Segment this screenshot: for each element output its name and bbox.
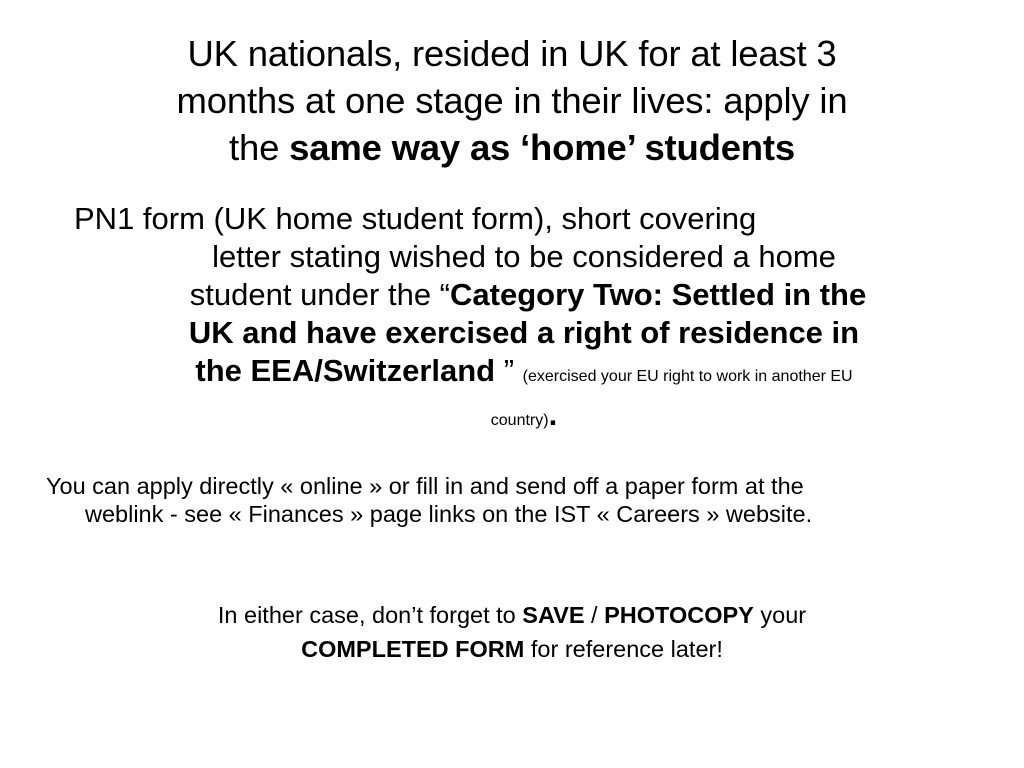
para2-line-1: You can apply directly « online » or fill in and send off a paper form at the <box>46 473 804 499</box>
paragraph-reminder <box>60 598 964 666</box>
slide-title <box>60 30 964 171</box>
title-line-1: UK nationals, resided in UK for at least 3 <box>187 33 837 74</box>
paragraph-pn1-form <box>74 200 974 440</box>
para3-your: your <box>753 602 807 628</box>
para1-line-3-prefix: student under the “ <box>189 277 450 312</box>
para1-line-4-bold: UK and have exercised a right of residence in <box>188 315 860 350</box>
para2-line-2: weblink - see « Finances » page links on the IST « Careers » website. <box>85 501 813 527</box>
title-line-2: months at one stage in their lives: apply in <box>176 80 848 121</box>
para1-line-5-bold: the EEA/Switzerland <box>195 353 504 388</box>
title-line-3-prefix: the <box>229 127 290 168</box>
para1-line-3-bold: Category Two: Settled in the <box>450 277 867 312</box>
para3-completed-form: COMPLETED FORM <box>301 636 525 662</box>
para3-slash: / <box>584 602 605 628</box>
para1-line-1: PN1 form (UK home student form), short covering <box>74 201 757 236</box>
para1-close-quote: ” <box>503 353 523 388</box>
para3-part-1: In either case, don’t forget to <box>217 602 523 628</box>
para1-period: . <box>548 397 558 432</box>
title-line-3-bold: same way as ‘home’ students <box>289 127 795 168</box>
para1-small-note: (exercised your EU right to work in another EU <box>522 368 853 385</box>
para3-rest: for reference later! <box>524 636 723 662</box>
para1-line-2: letter stating wished to be considered a home <box>212 239 836 274</box>
para3-photocopy: PHOTOCOPY <box>604 602 754 628</box>
para3-save: SAVE <box>522 602 585 628</box>
para1-small-note-end: country) <box>490 412 549 429</box>
paragraph-apply-online <box>46 472 986 528</box>
